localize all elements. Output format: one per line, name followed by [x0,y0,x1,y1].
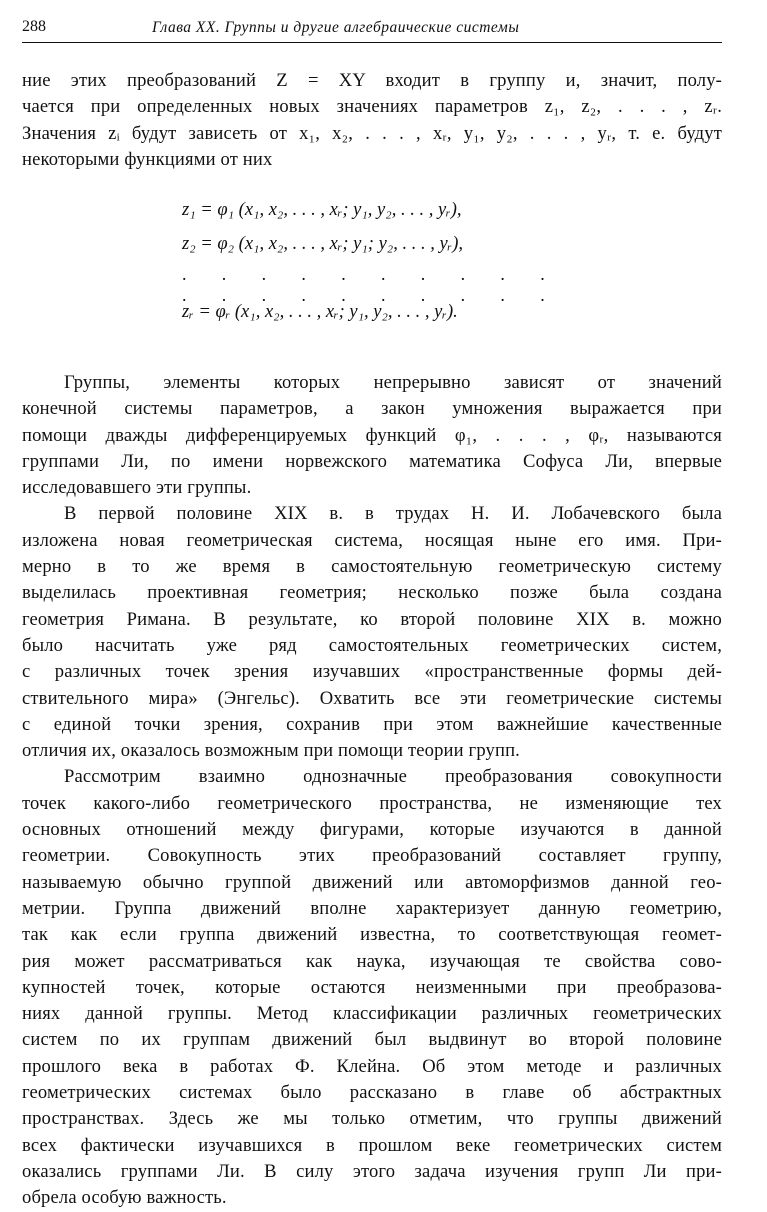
text-line: помощи дважды дифференцируемых функций φ₁, . . . , φᵣ, называются [22,424,722,446]
text-line: мерно в то же время в самостоятельную геометрическую систему [22,556,722,578]
text-line: Значения zᵢ будут зависеть от x₁, x₂, . . . , xᵣ, y₁, y₂, . . . , yᵣ, т. е. будут [22,122,722,144]
text-line: обрела особую важность. [22,1187,227,1209]
text-line: с различных точек зрения изучавших «пространственные формы дей- [22,661,722,683]
text-line: Группы, элементы которых непрерывно зависят от значений [64,372,722,393]
text-line: пространствах. Здесь же мы только отметим, что группы движений [22,1108,722,1130]
text-line: прошлого века в работах Ф. Клейна. Об этом методе и различных [22,1055,722,1077]
equation-ellipsis-row: . . . . . . . . . . . . . . . . . . . . [182,264,561,305]
text-line: точек какого-либо геометрического пространства, не изменяющие тех [22,792,722,814]
text-line: геометрия Римана. В результате, ко второй половине XIX в. можно [22,608,722,630]
text-line: исследовавшего эти группы. [22,477,252,499]
text-line: конечной системы параметров, а закон умножения выражается при [22,398,722,420]
text-line: купностей точек, которые остаются неизменными при преобразова- [22,976,722,998]
equation-zr: zᵣ = φᵣ (x₁, x₂, . . . , xᵣ; y₁, y₂, . . . , yᵣ). [182,302,458,322]
intro-paragraph [22,68,722,173]
text-line: геометрии. Совокупность этих преобразований составляет группу, [22,845,722,867]
text-line: так как если группа движений известна, то соответствующая геомет- [22,924,722,946]
text-line: ствительного мира» (Энгельс). Охватить все эти геометрические системы [22,687,722,709]
text-line: группами Ли, по имени норвежского математика Софуса Ли, впервые [22,450,722,472]
text-line: изложена новая геометрическая система, носящая ныне его имя. При- [22,529,722,551]
text-line: некоторыми функциями от них [22,148,273,170]
text-line: чается при определенных новых значениях параметров z₁, z₂, . . . , zᵣ. [22,96,722,118]
text-line: геометрических системах было рассказано в главе об абстрактных [22,1082,722,1104]
text-line: ние этих преобразований Z = XY входит в группу и, значит, полу- [22,70,722,91]
text-line: было насчитать уже ряд самостоятельных геометрических систем, [22,634,722,656]
equation-z1: z₁ = φ₁ (x₁, x₂, . . . , xᵣ; y₁, y₂, . . . , yᵣ), [182,200,462,220]
text-line: выделилась проективная геометрия; несколько позже была создана [22,582,722,604]
text-line: В первой половине XIX в. в трудах Н. И. Лобачевского была [64,503,722,525]
text-line: оказались группами Ли. В силу этого задача изучения групп Ли при- [22,1160,722,1182]
text-line: ниях данной группы. Метод классификации различных геометрических [22,1003,722,1025]
text-line: отличия их, оказалось возможным при помощи теории групп. [22,740,520,762]
running-title: Глава XX. Группы и другие алгебраические системы [152,19,520,36]
text-line: с единой точки зрения, сохранив при этом важнейшие качественные [22,713,722,735]
page-number: 288 [22,18,46,35]
text-line: рия может рассматриваться как наука, изучающая те свойства сово- [22,950,722,972]
text-line: основных отношений между фигурами, которые изучаются в данной [22,819,722,841]
text-line: называемую обычно группой движений или автоморфизмов данной гео- [22,871,722,893]
page-header [22,18,722,43]
body-text [22,370,722,1212]
text-line: всех фактически изучавшихся в прошлом веке геометрических систем [22,1134,722,1156]
text-line: систем по их группам движений был выдвинут во второй половине [22,1029,722,1051]
text-line: Рассмотрим взаимно однозначные преобразования совокупности [64,766,722,788]
equation-z2: z₂ = φ₂ (x₁, x₂, . . . , xᵣ; y₁; y₂, . . . , yᵣ), [182,234,464,254]
text-line: метрии. Группа движений вполне характеризует данную геометрию, [22,897,722,919]
